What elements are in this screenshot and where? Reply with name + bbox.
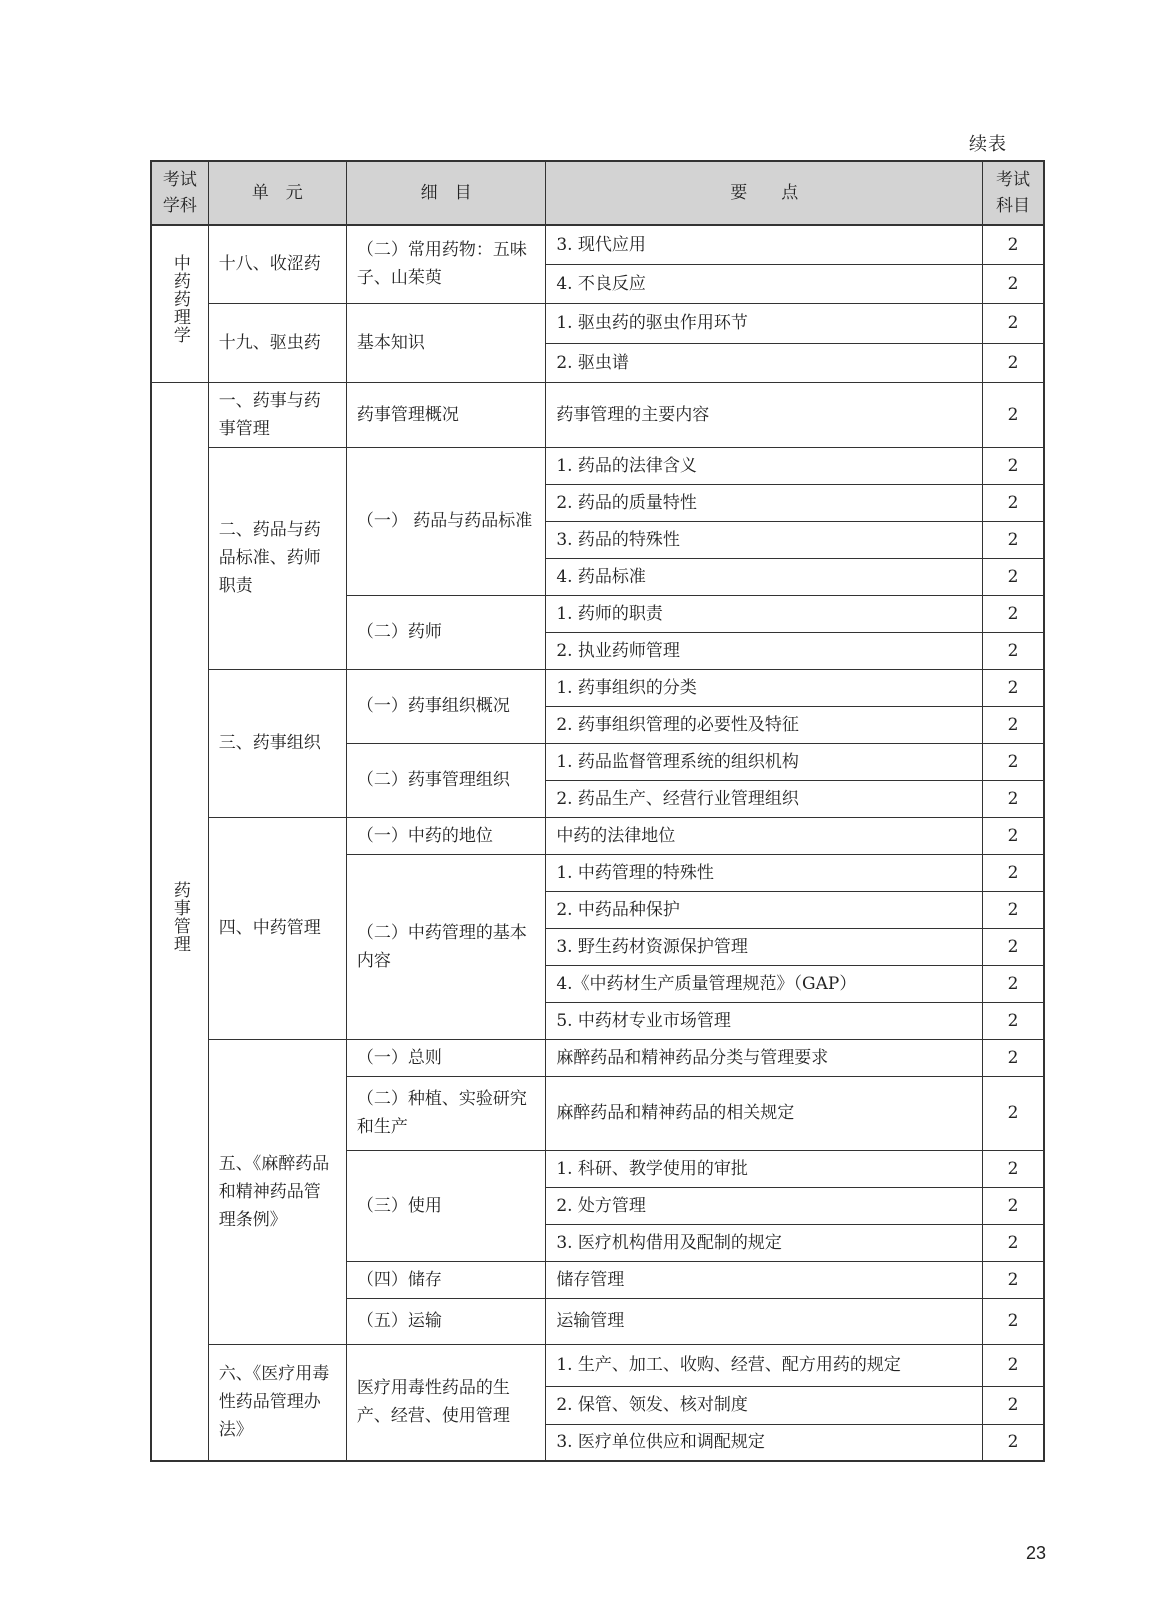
grade-cell: 2 bbox=[983, 965, 1044, 1002]
grade-cell: 2 bbox=[983, 1039, 1044, 1076]
grade-cell: 2 bbox=[983, 817, 1044, 854]
unit-cell: 三、药事组织 bbox=[208, 669, 346, 817]
grade-cell: 2 bbox=[983, 521, 1044, 558]
point-cell: 1. 中药管理的特殊性 bbox=[546, 854, 983, 891]
point-cell: 运输管理 bbox=[546, 1298, 983, 1344]
grade-cell: 2 bbox=[983, 1424, 1044, 1461]
detail-cell: （二）药事管理组织 bbox=[346, 743, 545, 817]
unit-cell: 二、药品与药品标准、药师职责 bbox=[208, 447, 346, 669]
point-cell: 3. 药品的特殊性 bbox=[546, 521, 983, 558]
unit-cell: 六、《医疗用毒性药品管理办法》 bbox=[208, 1344, 346, 1461]
point-cell: 2. 药品的质量特性 bbox=[546, 484, 983, 521]
syllabus-table bbox=[150, 160, 1045, 1462]
point-cell: 麻醉药品和精神药品分类与管理要求 bbox=[546, 1039, 983, 1076]
point-cell: 中药的法律地位 bbox=[546, 817, 983, 854]
unit-cell: 十八、收涩药 bbox=[208, 225, 346, 303]
header-detail: 细 目 bbox=[346, 161, 545, 225]
point-cell: 3. 医疗单位供应和调配规定 bbox=[546, 1424, 983, 1461]
table-row bbox=[151, 382, 1044, 447]
subject-cell: 中药药理学 bbox=[151, 225, 208, 382]
point-cell: 1. 药师的职责 bbox=[546, 595, 983, 632]
grade-cell: 2 bbox=[983, 382, 1044, 447]
point-cell: 2. 保管、领发、核对制度 bbox=[546, 1386, 983, 1424]
grade-cell: 2 bbox=[983, 1344, 1044, 1386]
detail-cell: （一） 药品与药品标准 bbox=[346, 447, 545, 595]
table-row bbox=[151, 669, 1044, 706]
unit-cell: 一、药事与药事管理 bbox=[208, 382, 346, 447]
grade-cell: 2 bbox=[983, 1224, 1044, 1261]
point-cell: 2. 执业药师管理 bbox=[546, 632, 983, 669]
point-cell: 1. 药品的法律含义 bbox=[546, 447, 983, 484]
detail-cell: 基本知识 bbox=[346, 303, 545, 382]
point-cell: 1. 驱虫药的驱虫作用环节 bbox=[546, 303, 983, 343]
grade-cell: 2 bbox=[983, 1002, 1044, 1039]
point-cell: 5. 中药材专业市场管理 bbox=[546, 1002, 983, 1039]
detail-cell: （二）中药管理的基本内容 bbox=[346, 854, 545, 1039]
table-row bbox=[151, 447, 1044, 484]
point-cell: 4.《中药材生产质量管理规范》（GAP） bbox=[546, 965, 983, 1002]
detail-cell: （三）使用 bbox=[346, 1150, 545, 1261]
detail-cell: （四）储存 bbox=[346, 1261, 545, 1298]
grade-cell: 2 bbox=[983, 484, 1044, 521]
grade-cell: 2 bbox=[983, 1150, 1044, 1187]
table-row bbox=[151, 817, 1044, 854]
detail-cell: （二）常用药物：五味子、山茱萸 bbox=[346, 225, 545, 303]
point-cell: 2. 中药品种保护 bbox=[546, 891, 983, 928]
unit-cell: 四、中药管理 bbox=[208, 817, 346, 1039]
point-cell: 1. 科研、教学使用的审批 bbox=[546, 1150, 983, 1187]
continued-label: 续表 bbox=[969, 134, 1007, 155]
grade-cell: 2 bbox=[983, 303, 1044, 343]
detail-cell: （一）药事组织概况 bbox=[346, 669, 545, 743]
header-grade: 考试科目 bbox=[983, 161, 1044, 225]
detail-cell: （一）总则 bbox=[346, 1039, 545, 1076]
grade-cell: 2 bbox=[983, 595, 1044, 632]
detail-cell: （一）中药的地位 bbox=[346, 817, 545, 854]
header-subject: 考试学科 bbox=[151, 161, 208, 225]
page-number: 23 bbox=[1025, 1543, 1046, 1563]
header-row bbox=[151, 161, 1044, 225]
point-cell: 2. 处方管理 bbox=[546, 1187, 983, 1224]
detail-cell: 药事管理概况 bbox=[346, 382, 545, 447]
point-cell: 2. 驱虫谱 bbox=[546, 343, 983, 382]
header-points: 要 点 bbox=[546, 161, 983, 225]
point-cell: 储存管理 bbox=[546, 1261, 983, 1298]
point-cell: 4. 不良反应 bbox=[546, 264, 983, 303]
table-row bbox=[151, 1039, 1044, 1076]
detail-cell: 医疗用毒性药品的生产、经营、使用管理 bbox=[346, 1344, 545, 1461]
point-cell: 1. 药品监督管理系统的组织机构 bbox=[546, 743, 983, 780]
table-row bbox=[151, 303, 1044, 343]
grade-cell: 2 bbox=[983, 928, 1044, 965]
point-cell: 4. 药品标准 bbox=[546, 558, 983, 595]
grade-cell: 2 bbox=[983, 1187, 1044, 1224]
grade-cell: 2 bbox=[983, 225, 1044, 264]
subject-cell: 药事管理 bbox=[151, 382, 208, 1461]
grade-cell: 2 bbox=[983, 669, 1044, 706]
point-cell: 3. 医疗机构借用及配制的规定 bbox=[546, 1224, 983, 1261]
grade-cell: 2 bbox=[983, 891, 1044, 928]
grade-cell: 2 bbox=[983, 854, 1044, 891]
table-row bbox=[151, 1344, 1044, 1386]
header-unit: 单 元 bbox=[208, 161, 346, 225]
unit-cell: 十九、驱虫药 bbox=[208, 303, 346, 382]
grade-cell: 2 bbox=[983, 780, 1044, 817]
point-cell: 麻醉药品和精神药品的相关规定 bbox=[546, 1076, 983, 1150]
grade-cell: 2 bbox=[983, 343, 1044, 382]
grade-cell: 2 bbox=[983, 558, 1044, 595]
table-row bbox=[151, 225, 1044, 264]
detail-cell: （二）药师 bbox=[346, 595, 545, 669]
point-cell: 3. 野生药材资源保护管理 bbox=[546, 928, 983, 965]
grade-cell: 2 bbox=[983, 632, 1044, 669]
grade-cell: 2 bbox=[983, 1386, 1044, 1424]
point-cell: 药事管理的主要内容 bbox=[546, 382, 983, 447]
point-cell: 2. 药品生产、经营行业管理组织 bbox=[546, 780, 983, 817]
point-cell: 1. 药事组织的分类 bbox=[546, 669, 983, 706]
grade-cell: 2 bbox=[983, 447, 1044, 484]
grade-cell: 2 bbox=[983, 264, 1044, 303]
grade-cell: 2 bbox=[983, 1261, 1044, 1298]
point-cell: 1. 生产、加工、收购、经营、配方用药的规定 bbox=[546, 1344, 983, 1386]
grade-cell: 2 bbox=[983, 743, 1044, 780]
grade-cell: 2 bbox=[983, 1298, 1044, 1344]
detail-cell: （二）种植、实验研究和生产 bbox=[346, 1076, 545, 1150]
point-cell: 3. 现代应用 bbox=[546, 225, 983, 264]
detail-cell: （五）运输 bbox=[346, 1298, 545, 1344]
point-cell: 2. 药事组织管理的必要性及特征 bbox=[546, 706, 983, 743]
grade-cell: 2 bbox=[983, 1076, 1044, 1150]
unit-cell: 五、《麻醉药品和精神药品管理条例》 bbox=[208, 1039, 346, 1344]
grade-cell: 2 bbox=[983, 706, 1044, 743]
